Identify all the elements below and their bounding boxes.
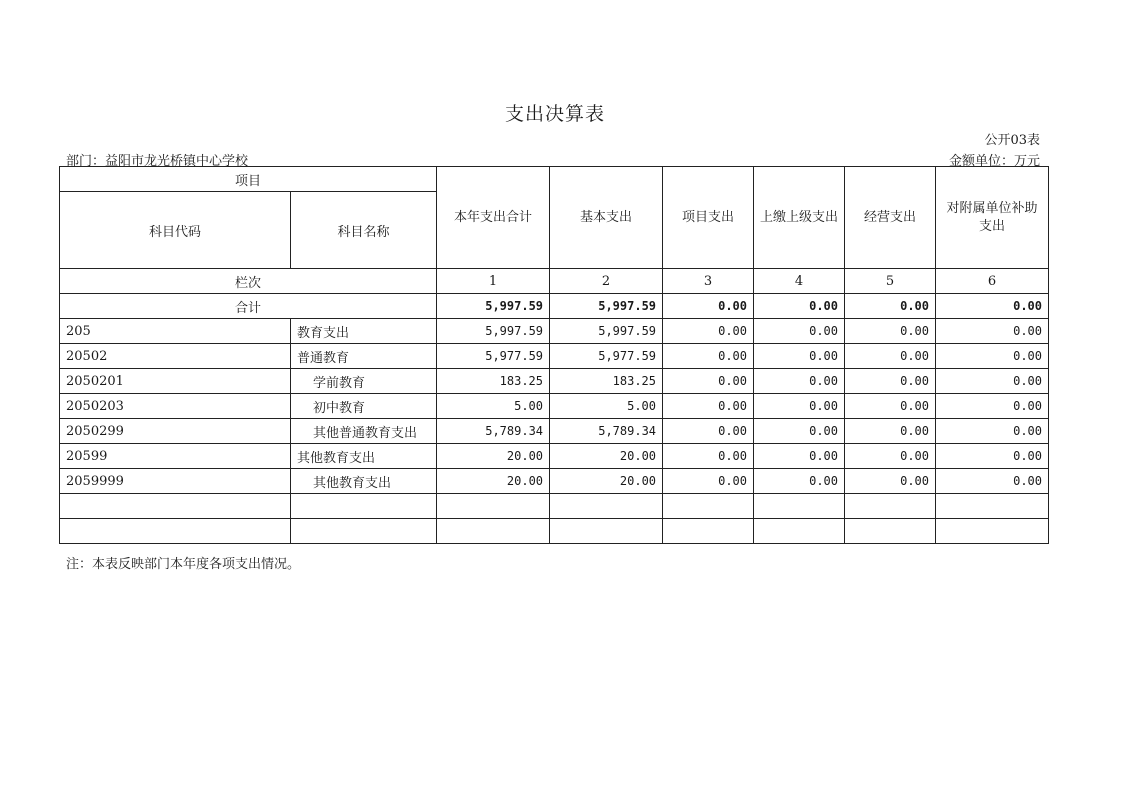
header-code: 科目代码 xyxy=(60,192,291,269)
amount-cell: 0.00 xyxy=(663,319,754,344)
column-index-cell: 6 xyxy=(936,269,1049,294)
total-row xyxy=(60,294,1049,319)
expenditure-table xyxy=(59,166,1049,544)
table-row xyxy=(60,344,1049,369)
amount-cell: 0.00 xyxy=(754,469,845,494)
table-row xyxy=(60,419,1049,444)
table-row xyxy=(60,469,1049,494)
column-index-cell: 5 xyxy=(845,269,936,294)
account-name: 初中教育 xyxy=(291,394,437,419)
amount-cell: 0.00 xyxy=(936,419,1049,444)
column-index-cell: 4 xyxy=(754,269,845,294)
account-code: 205 xyxy=(60,319,291,344)
amount-cell: 0.00 xyxy=(754,369,845,394)
header-item: 项目 xyxy=(60,167,437,192)
account-code: 2059999 xyxy=(60,469,291,494)
table-row xyxy=(60,319,1049,344)
amount-cell: 0.00 xyxy=(936,344,1049,369)
page-title: 支出决算表 xyxy=(504,103,605,125)
account-code: 2050203 xyxy=(60,394,291,419)
account-name: 其他教育支出 xyxy=(291,469,437,494)
header-subsidy: 对附属单位补助支出 xyxy=(936,167,1049,269)
amount-cell: 183.25 xyxy=(550,369,663,394)
amount-cell: 20.00 xyxy=(550,444,663,469)
account-name: 其他教育支出 xyxy=(291,444,437,469)
form-number: 公开03表 xyxy=(984,133,1040,148)
amount-cell: 5,977.59 xyxy=(550,344,663,369)
department-label: 部门：益阳市龙光桥镇中心学校 xyxy=(66,154,249,169)
header-business: 经营支出 xyxy=(845,167,936,269)
amount-cell: 0.00 xyxy=(663,344,754,369)
amount-cell: 5.00 xyxy=(437,394,550,419)
amount-cell: 0.00 xyxy=(754,444,845,469)
amount-cell: 20.00 xyxy=(550,469,663,494)
amount-cell: 0.00 xyxy=(754,394,845,419)
total-value: 0.00 xyxy=(845,294,936,319)
header-total: 本年支出合计 xyxy=(437,167,550,269)
amount-cell: 0.00 xyxy=(936,444,1049,469)
total-value: 5,997.59 xyxy=(550,294,663,319)
amount-cell: 0.00 xyxy=(663,419,754,444)
amount-cell: 0.00 xyxy=(663,369,754,394)
table-row xyxy=(60,394,1049,419)
account-code: 20502 xyxy=(60,344,291,369)
total-value: 0.00 xyxy=(663,294,754,319)
amount-cell: 5,789.34 xyxy=(550,419,663,444)
empty-row xyxy=(60,519,1049,544)
header-upper: 上缴上级支出 xyxy=(754,167,845,269)
amount-cell: 5,997.59 xyxy=(550,319,663,344)
amount-cell: 5.00 xyxy=(550,394,663,419)
amount-cell: 20.00 xyxy=(437,469,550,494)
amount-cell: 0.00 xyxy=(663,394,754,419)
account-code: 20599 xyxy=(60,444,291,469)
amount-unit-label: 金额单位：万元 xyxy=(948,154,1040,169)
account-code: 2050299 xyxy=(60,419,291,444)
amount-cell: 0.00 xyxy=(845,319,936,344)
amount-cell: 0.00 xyxy=(936,369,1049,394)
amount-cell: 0.00 xyxy=(754,344,845,369)
amount-cell: 0.00 xyxy=(936,469,1049,494)
empty-row xyxy=(60,494,1049,519)
amount-cell: 0.00 xyxy=(754,319,845,344)
column-index-row xyxy=(60,269,1049,294)
total-value: 0.00 xyxy=(936,294,1049,319)
account-name: 教育支出 xyxy=(291,319,437,344)
table-row xyxy=(60,369,1049,394)
header-basic: 基本支出 xyxy=(550,167,663,269)
amount-cell: 0.00 xyxy=(845,469,936,494)
amount-cell: 20.00 xyxy=(437,444,550,469)
amount-cell: 0.00 xyxy=(663,444,754,469)
table-note: 注：本表反映部门本年度各项支出情况。 xyxy=(66,557,301,572)
column-index-cell: 3 xyxy=(663,269,754,294)
column-index-cell: 2 xyxy=(550,269,663,294)
amount-cell: 0.00 xyxy=(663,469,754,494)
account-name: 普通教育 xyxy=(291,344,437,369)
amount-cell: 0.00 xyxy=(936,394,1049,419)
table-row xyxy=(60,444,1049,469)
amount-cell: 183.25 xyxy=(437,369,550,394)
column-index-label: 栏次 xyxy=(60,269,437,294)
total-label: 合计 xyxy=(60,294,437,319)
total-value: 5,997.59 xyxy=(437,294,550,319)
amount-cell: 0.00 xyxy=(754,419,845,444)
amount-cell: 5,789.34 xyxy=(437,419,550,444)
account-code: 2050201 xyxy=(60,369,291,394)
amount-cell: 0.00 xyxy=(845,344,936,369)
header-name: 科目名称 xyxy=(291,192,437,269)
amount-cell: 5,997.59 xyxy=(437,319,550,344)
amount-cell: 0.00 xyxy=(936,319,1049,344)
amount-cell: 0.00 xyxy=(845,369,936,394)
amount-cell: 0.00 xyxy=(845,444,936,469)
column-index-cell: 1 xyxy=(437,269,550,294)
account-name: 学前教育 xyxy=(291,369,437,394)
total-value: 0.00 xyxy=(754,294,845,319)
amount-cell: 0.00 xyxy=(845,394,936,419)
account-name: 其他普通教育支出 xyxy=(291,419,437,444)
amount-cell: 5,977.59 xyxy=(437,344,550,369)
amount-cell: 0.00 xyxy=(845,419,936,444)
header-project: 项目支出 xyxy=(663,167,754,269)
